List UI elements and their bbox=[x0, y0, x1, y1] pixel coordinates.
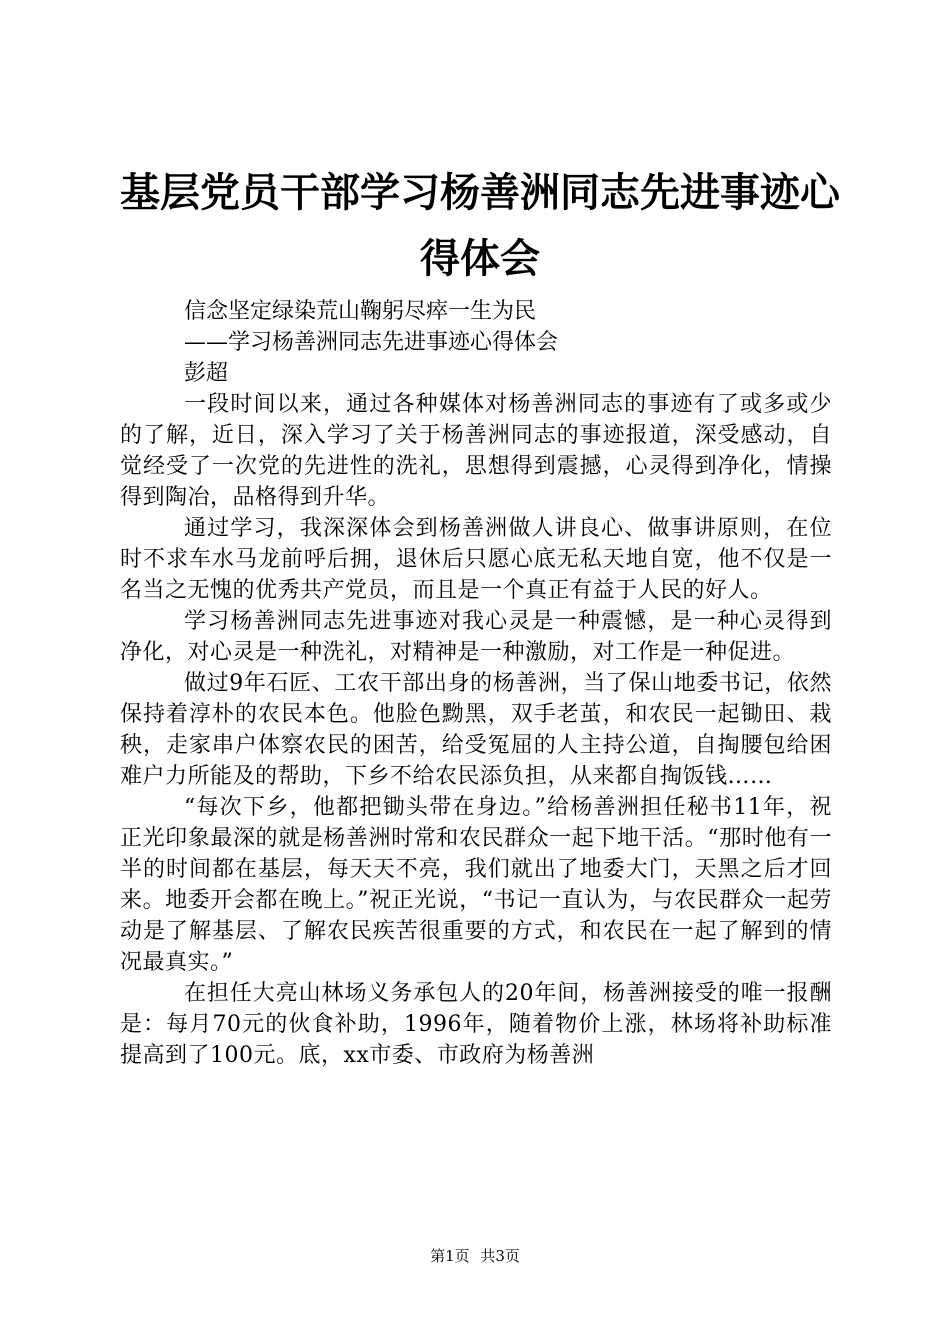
paragraph: 做过9年石匠、工农干部出身的杨善洲，当了保山地委书记，依然保持着淳朴的农民本色。他脸色黝黑，双手老茧，和农民一起锄田、栽秧，走家串户体察农民的困苦，给受冤屈的人主持公道，自掏腰包给困难户力所能及的帮助，下乡不给农民添负担，从来都自掏饭钱…… bbox=[120, 671, 832, 789]
paragraph: “每次下乡，他都把锄头带在身边。”给杨善洲担任秘书11年，祝正光印象最深的就是杨善洲时常和农民群众一起下地干活。“那时他有一半的时间都在基层，每天天不亮，我们就出了地委大门，天黑之后才回来。地委开会都在晚上。”祝正光说，“书记一直认为，与农民群众一起劳动是了解基层、了解农民疾苦很重要的方式，和农民在一起了解到的情况最真实。” bbox=[120, 795, 832, 975]
subtitle-line: 信念坚定绿染荒山鞠躬尽瘁一生为民 bbox=[184, 299, 537, 324]
page-total: 共3页 bbox=[480, 1247, 520, 1265]
paragraph: 一段时间以来，通过各种媒体对杨善洲同志的事迹有了或多或少的了解，近日，深入学习了关于杨善洲同志的事迹报道，深受感动，自觉经受了一次党的先进性的洗礼，思想得到震撼，心灵得到净化，情操得到陶冶，品格得到升华。 bbox=[120, 392, 832, 510]
author-line: 彭超 bbox=[184, 361, 229, 386]
page-footer bbox=[0, 1246, 950, 1266]
subtitle-line: ——学习杨善洲同志先进事迹心得体会 bbox=[184, 330, 559, 355]
document-body bbox=[120, 296, 832, 1071]
paragraph: 通过学习，我深深体会到杨善洲做人讲良心、做事讲原则，在位时不求车水马龙前呼后拥，退休后只愿心底无私天地自宽，他不仅是一名当之无愧的优秀共产党员，而且是一个真正有益于人民的好人。 bbox=[120, 516, 832, 603]
document-title: 基层党员干部学习杨善洲同志先进事迹心得体会 bbox=[120, 169, 840, 282]
paragraph: 在担任大亮山林场义务承包人的20年间，杨善洲接受的唯一报酬是：每月70元的伙食补助，1996年，随着物价上涨，林场将补助标准提高到了100元。底，xx市委、市政府为杨善洲 bbox=[120, 981, 832, 1068]
page-number: 第1页 bbox=[430, 1247, 470, 1265]
paragraph: 学习杨善洲同志先进事迹对我心灵是一种震憾，是一种心灵得到净化，对心灵是一种洗礼，对精神是一种激励，对工作是一种促进。 bbox=[120, 609, 832, 665]
